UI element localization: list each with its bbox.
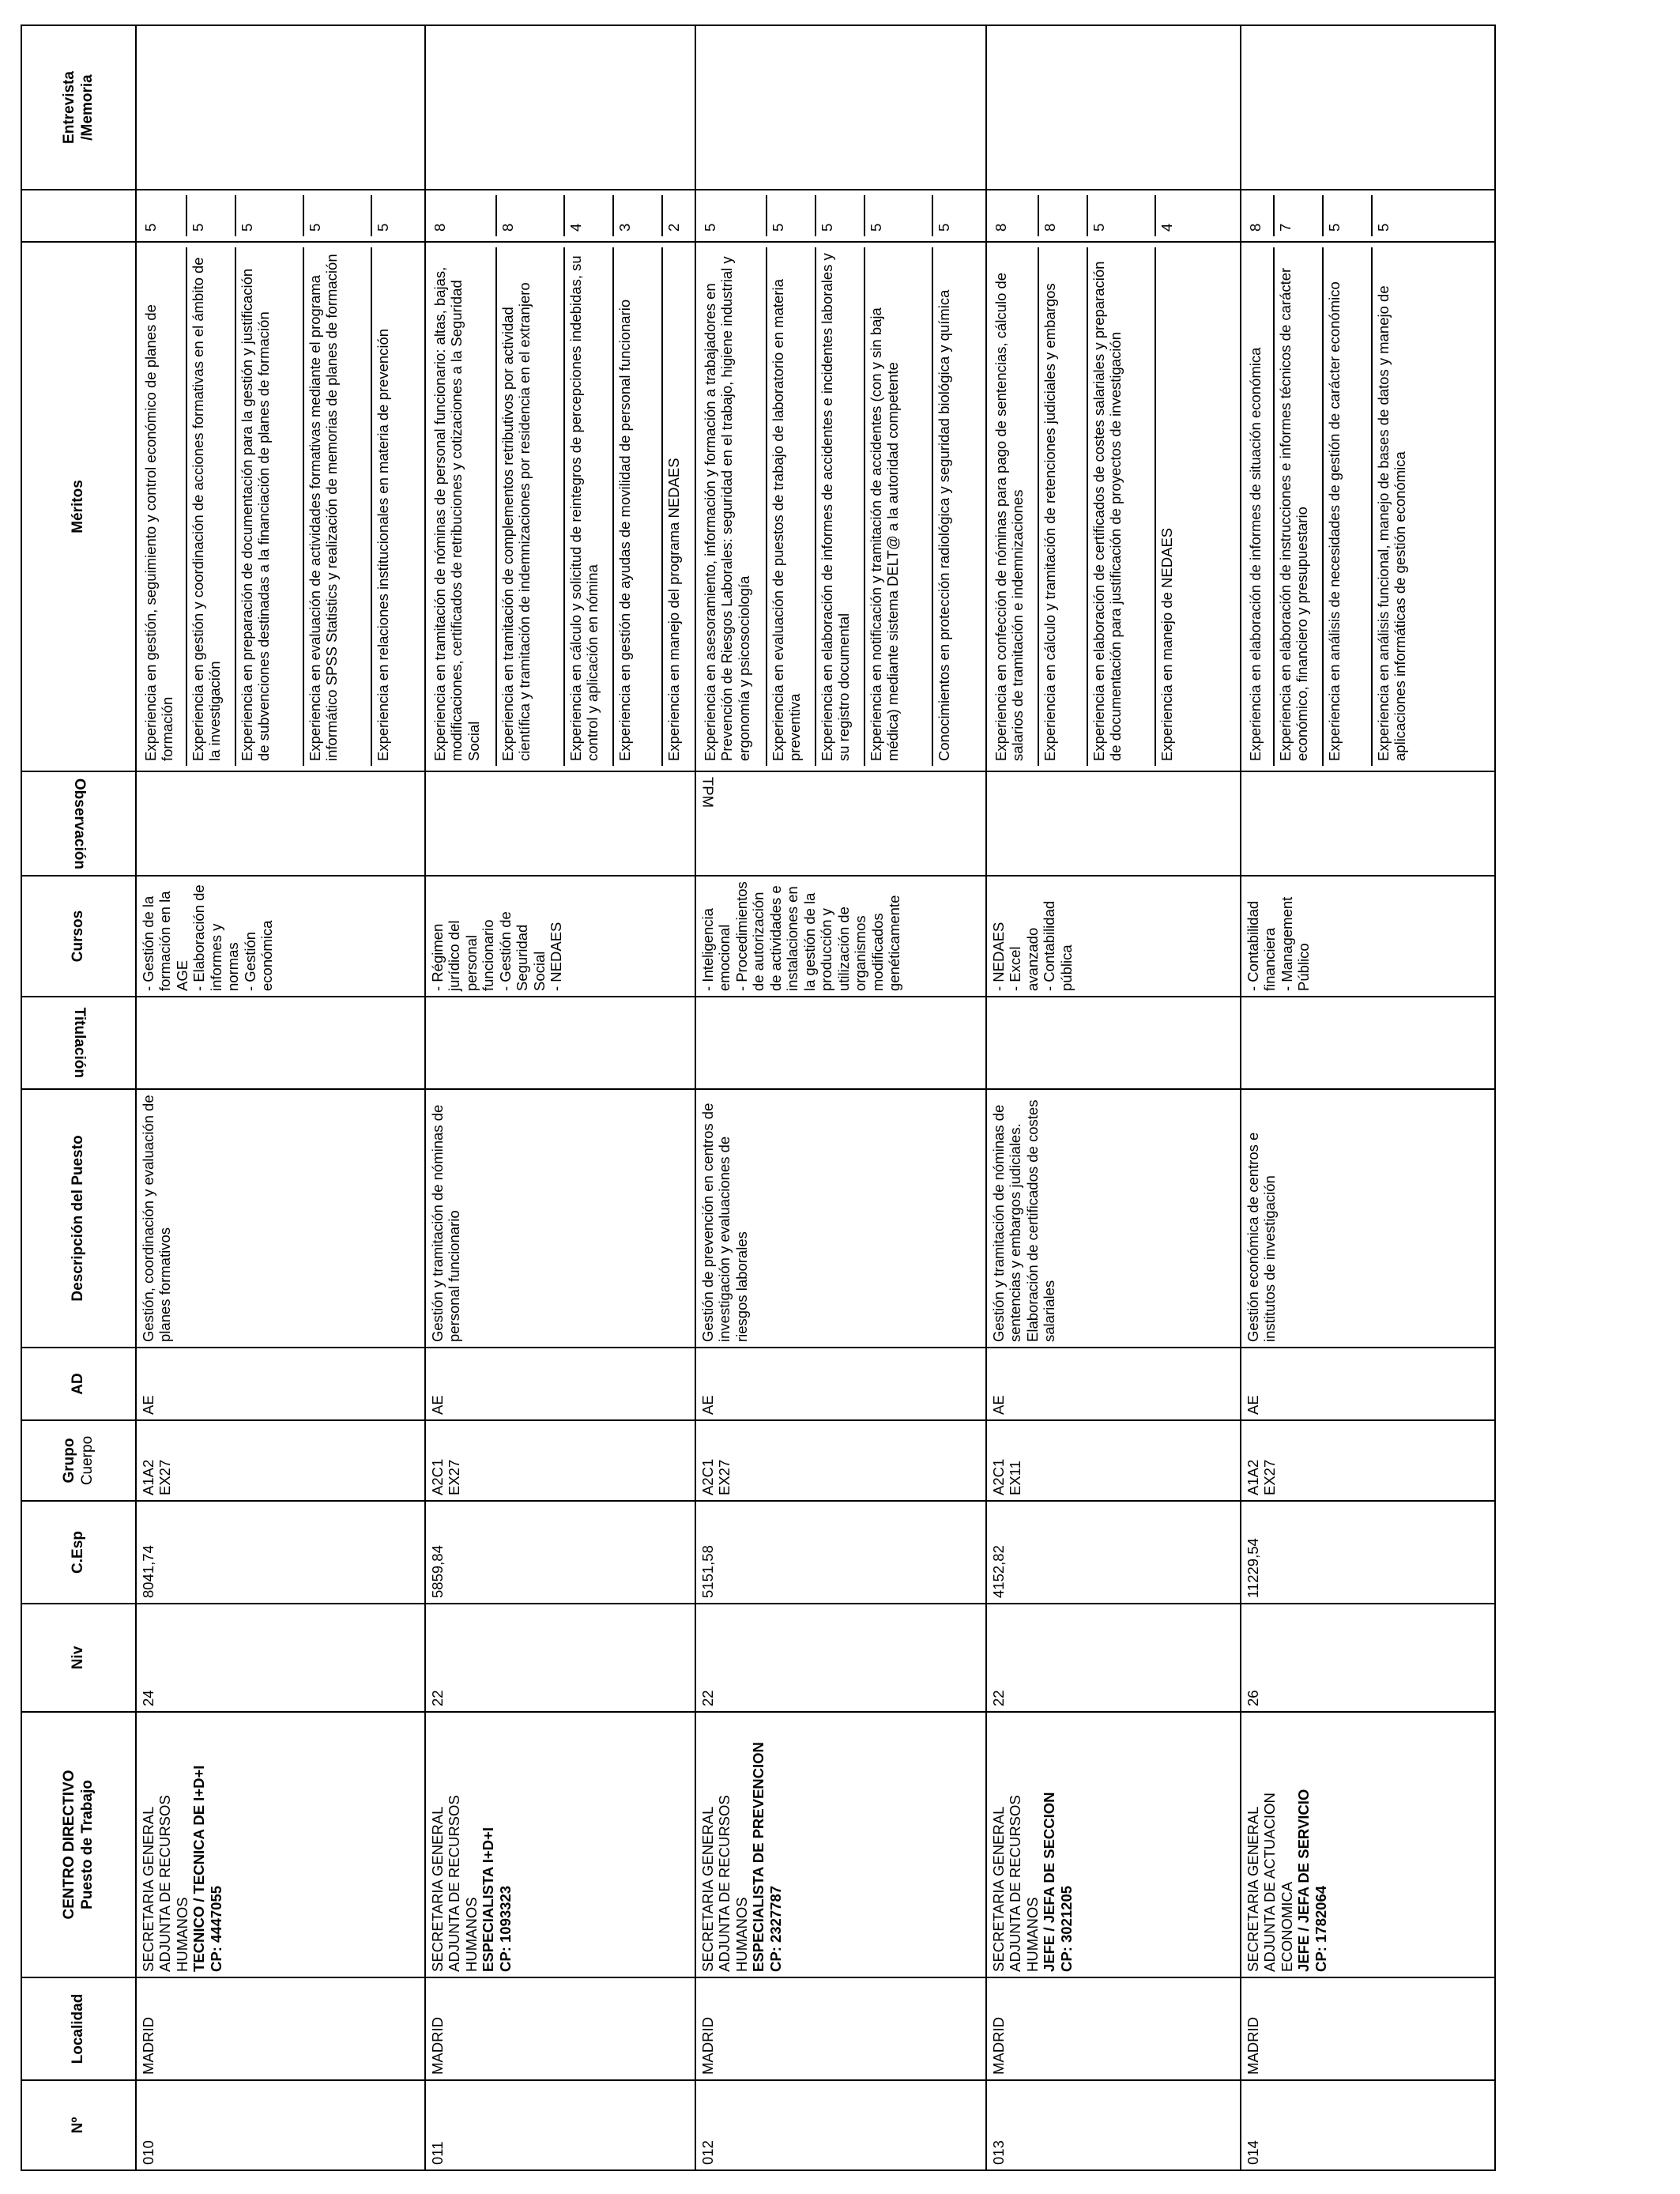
localidad-cell: [425, 1977, 695, 2080]
localidad-cell: [695, 1977, 986, 2080]
header-titulacion: [21, 997, 136, 1089]
cuerpo: EX27: [156, 1459, 174, 1495]
merito-puntuacion: 5: [936, 223, 952, 232]
grupo: A1A2: [140, 1459, 156, 1495]
ad-cell: [1241, 1348, 1495, 1420]
curso-item: - Elaboración de informes y normas: [190, 884, 242, 991]
header-row: [21, 25, 136, 2170]
codigo-puesto: CP: 2327787: [767, 1885, 784, 1972]
cesp-cell: [425, 1501, 695, 1604]
grupo: A2C1: [429, 1458, 446, 1495]
centro-directivo-line: HUMANOS: [1023, 1897, 1041, 1972]
merito-puntuacion: 5: [865, 195, 933, 236]
header-centro-line1: CENTRO DIRECTIVO: [60, 1770, 77, 1920]
merito-item: Experiencia en tramitación de nóminas de personal funcionario: altas, bajas, modificaciones, certificados de retribuciones y cotizaciones a la Seguridad Social: [429, 247, 497, 766]
merito-item: Experiencia en gestión de ayudas de movilidad de personal funcionario: [614, 247, 663, 766]
curso-item: - Management Público: [1278, 896, 1313, 991]
merito-puntuacion: 5: [1375, 223, 1392, 232]
header-titulacion-text: Titulación: [70, 1007, 88, 1079]
cursos-cell: [986, 876, 1241, 997]
cesp-cell: [695, 1501, 986, 1604]
table-row: [695, 25, 986, 2170]
entrevista-cell: [695, 25, 986, 190]
merito-puntuacion: 8: [429, 195, 497, 236]
localidad: MADRID: [699, 2017, 716, 2075]
merito-puntuacion: 4: [1158, 223, 1175, 232]
niv-cell: [986, 1604, 1241, 1712]
grupo-cell: [425, 1420, 695, 1501]
scores-cell: [425, 190, 695, 242]
adscripcion: AE: [990, 1395, 1007, 1415]
table-row: [136, 25, 425, 2170]
centro-directivo-line: SECRETARIA GENERAL: [699, 1806, 716, 1972]
centro-directivo-line: SECRETARIA GENERAL: [1245, 1806, 1261, 1972]
meritos-cell: [1241, 242, 1495, 771]
centro-cell: [695, 1712, 986, 1977]
centro-directivo-line: HUMANOS: [733, 1897, 750, 1972]
curso-item: - NEDAES: [548, 922, 565, 991]
grupo: A1A2: [1245, 1459, 1261, 1495]
entrevista-cell: [136, 25, 425, 190]
localidad: MADRID: [140, 2017, 156, 2075]
scores-cell: [136, 190, 425, 242]
header-observacion-text: Observación: [70, 778, 88, 869]
localidad: MADRID: [990, 2017, 1007, 2075]
cursos-cell: [136, 876, 425, 997]
nivel: 22: [990, 1690, 1007, 1706]
curso-item: - Excel avanzado: [1007, 927, 1041, 991]
merito-item: Experiencia en confección de nóminas para pago de sentencias, cálculo de salarios de tramitación e indemnizaciones: [990, 247, 1039, 766]
complemento-especifico: 11229,54: [1245, 1538, 1261, 1598]
meritos-cell: [986, 242, 1241, 771]
centro-directivo-line: SECRETARIA GENERAL: [429, 1806, 446, 1972]
codigo-puesto: CP: 3021205: [1057, 1885, 1075, 1972]
header-centro-line2: Puesto de Trabajo: [78, 1780, 96, 1909]
niv-cell: [136, 1604, 425, 1712]
merito-item: Experiencia en elaboración de informes de situación económica: [1245, 247, 1275, 766]
titulacion-cell: [695, 997, 986, 1089]
merito-puntuacion: 5: [304, 195, 372, 236]
merito-puntuacion: 8: [497, 195, 565, 236]
header-meritos: Méritos: [21, 242, 136, 771]
merito-item: Experiencia en gestión y coordinación de acciones formativas en el ámbito de la investigación: [187, 247, 236, 766]
cuerpo: EX27: [1261, 1459, 1279, 1495]
centro-directivo-line: SECRETARIA GENERAL: [990, 1806, 1007, 1972]
centro-cell: [425, 1712, 695, 1977]
localidad-cell: [1241, 1977, 1495, 2080]
centro-cell: [1241, 1712, 1495, 1977]
merito-item: Experiencia en gestión, seguimiento y control económico de planes de formación: [140, 247, 187, 766]
merito-puntuacion: 5: [816, 195, 865, 236]
header-niv: Niv: [21, 1604, 136, 1712]
grupo-cell: [986, 1420, 1241, 1501]
merito-puntuacion: 5: [699, 195, 767, 236]
merito-item: Experiencia en evaluación de actividades formativas mediante el programa informático SPSS Statistics y realización de memorias de planes de formación: [304, 247, 372, 766]
merito-item: Experiencia en notificación y tramitación de accidentes (con y sin baja médica) mediante sistema DELT@ a la autoridad competente: [865, 247, 933, 766]
row-number: 012: [699, 2140, 716, 2165]
descripcion-cell: [1241, 1089, 1495, 1348]
entrevista-cell: [425, 25, 695, 190]
puesto-trabajo: TECNICO / TECNICA DE I+D+I: [190, 1765, 208, 1972]
localidad: MADRID: [1245, 2017, 1261, 2075]
centro-directivo-line: ADJUNTA DE RECURSOS: [446, 1795, 463, 1972]
merito-puntuacion: 4: [565, 195, 614, 236]
adscripcion: AE: [699, 1395, 716, 1415]
centro-directivo-line: ADJUNTA DE RECURSOS: [716, 1795, 733, 1972]
centro-directivo-line: HUMANOS: [462, 1897, 480, 1972]
centro-directivo-line: ADJUNTA DE RECURSOS: [1007, 1795, 1024, 1972]
numero-cell: [986, 2080, 1241, 2170]
grupo: A2C1: [699, 1458, 716, 1495]
adscripcion: AE: [1245, 1395, 1261, 1415]
header-centro: [21, 1712, 136, 1977]
observacion-cell: [425, 771, 695, 876]
table-body: [136, 25, 1495, 2170]
codigo-puesto: CP: 4447055: [207, 1885, 224, 1972]
nivel: 26: [1245, 1690, 1261, 1706]
descripcion-puesto: Gestión, coordinación y evaluación de planes formativos: [140, 1095, 174, 1342]
observacion-cell: [695, 771, 986, 876]
centro-cell: [136, 1712, 425, 1977]
header-cuerpo-label: Cuerpo: [78, 1435, 96, 1486]
nivel: 22: [699, 1690, 716, 1706]
merito-item: Experiencia en manejo de NEDAES: [1158, 527, 1175, 761]
cesp-cell: [986, 1501, 1241, 1604]
grupo-cell: [695, 1420, 986, 1501]
merito-item: Experiencia en cálculo y tramitación de retenciones judiciales y embargos: [1039, 247, 1088, 766]
merito-item: Experiencia en tramitación de complementos retributivos por actividad científica y tramitación de indemnizaciones por residencia en el extranjero: [497, 247, 565, 766]
ad-cell: [986, 1348, 1241, 1420]
entrevista-cell: [1241, 25, 1495, 190]
merito-item: Experiencia en elaboración de instrucciones e informes técnicos de carácter económico, financiero y presupuestario: [1275, 247, 1324, 766]
merito-puntuacion: 8: [990, 195, 1039, 236]
cuerpo: EX11: [1007, 1461, 1024, 1495]
curso-item: - Gestión de la formación en la AGE: [140, 891, 190, 991]
scores-cell: [986, 190, 1241, 242]
titulacion-cell: [1241, 997, 1495, 1089]
titulacion-cell: [136, 997, 425, 1089]
header-scores: [21, 190, 136, 242]
curso-item: - Procedimientos de autorización de actividades e instalaciones en la gestión de la producción y utilización de organismos modificados genéticamente: [733, 881, 902, 991]
localidad-cell: [136, 1977, 425, 2080]
header-localidad: Localidad: [21, 1977, 136, 2080]
merito-puntuacion: 5: [1324, 195, 1373, 236]
header-cesp: C.Esp: [21, 1501, 136, 1604]
curso-item: - Gestión de Seguridad Social: [496, 911, 548, 991]
centro-directivo-line: HUMANOS: [173, 1897, 190, 1972]
cuerpo: EX27: [716, 1459, 733, 1495]
ad-cell: [425, 1348, 695, 1420]
table-row: [425, 25, 695, 2170]
header-descripcion: Descripción del Puesto: [21, 1089, 136, 1348]
complemento-especifico: 8041,74: [140, 1545, 156, 1598]
numero-cell: [695, 2080, 986, 2170]
merito-item: Experiencia en elaboración de informes de accidentes e incidentes laborales y su registro documental: [816, 247, 865, 766]
centro-directivo-line: ADJUNTA DE RECURSOS: [156, 1795, 174, 1972]
merito-puntuacion: 8: [1039, 195, 1088, 236]
numero-cell: [1241, 2080, 1495, 2170]
merito-puntuacion: 7: [1275, 195, 1324, 236]
cesp-cell: [136, 1501, 425, 1604]
centro-cell: [986, 1712, 1241, 1977]
grupo-cell: [136, 1420, 425, 1501]
adscripcion: AE: [140, 1395, 156, 1415]
header-grupo-label: Grupo: [60, 1438, 77, 1483]
cursos-cell: [695, 876, 986, 997]
merito-item: Experiencia en relaciones institucionales en materia de prevención: [375, 328, 391, 761]
localidad-cell: [986, 1977, 1241, 2080]
curso-item: - Contabilidad pública: [1041, 900, 1075, 991]
header-entrevista-line2: /Memoria: [78, 74, 96, 141]
merito-puntuacion: 5: [236, 195, 304, 236]
merito-item: Experiencia en evaluación de puestos de trabajo de laboratorio en materia preventiva: [767, 247, 816, 766]
curso-item: - Contabilidad financiera: [1245, 900, 1279, 991]
ad-cell: [695, 1348, 986, 1420]
descripcion-puesto: Gestión y tramitación de nóminas de sentencias y embargos judiciales. Elaboración de certificados de costes salariales: [990, 1099, 1058, 1342]
cesp-cell: [1241, 1501, 1495, 1604]
puesto-trabajo: ESPECIALISTA I+D+I: [480, 1827, 497, 1972]
descripcion-cell: [425, 1089, 695, 1348]
curso-item: - Inteligencia emocional: [699, 908, 733, 991]
nivel: 22: [429, 1690, 446, 1706]
niv-cell: [695, 1604, 986, 1712]
curso-item: - NEDAES: [990, 922, 1007, 991]
observacion-cell: [986, 771, 1241, 876]
header-grupo: [21, 1420, 136, 1501]
merito-item: Conocimientos en protección radiológica y seguridad biológica y química: [936, 289, 952, 761]
observacion-cell: [136, 771, 425, 876]
header-observacion: [21, 771, 136, 876]
complemento-especifico: 4152,82: [990, 1545, 1007, 1598]
niv-cell: [425, 1604, 695, 1712]
merito-item: Experiencia en preparación de documentación para la gestión y justificación de subvenciones destinadas a la financiación de planes de formación: [236, 247, 304, 766]
meritos-cell: [695, 242, 986, 771]
descripcion-puesto: Gestión de prevención en centros de investigación y evaluaciones de riesgos laborales: [699, 1103, 750, 1342]
merito-item: Experiencia en análisis de necesidades de gestión de carácter económico: [1324, 247, 1373, 766]
ad-cell: [136, 1348, 425, 1420]
nivel: 24: [140, 1690, 156, 1706]
merito-puntuacion: 3: [614, 195, 663, 236]
codigo-puesto: CP: 1093323: [496, 1885, 514, 1972]
row-number: 010: [140, 2140, 156, 2165]
table-row: [1241, 25, 1495, 2170]
row-number: 011: [429, 2141, 446, 2165]
cursos-cell: [1241, 876, 1495, 997]
centro-directivo-line: SECRETARIA GENERAL: [140, 1806, 156, 1972]
merito-puntuacion: 8: [1245, 195, 1275, 236]
header-entrevista: [21, 25, 136, 190]
meritos-cell: [136, 242, 425, 771]
scores-cell: [695, 190, 986, 242]
titulacion-cell: [986, 997, 1241, 1089]
descripcion-cell: [695, 1089, 986, 1348]
merito-item: Experiencia en análisis funcional, manejo de bases de datos y manejo de aplicaciones informáticas de gestión económica: [1375, 285, 1409, 761]
row-number: 014: [1245, 2140, 1261, 2165]
scores-cell: [1241, 190, 1495, 242]
puesto-trabajo: JEFE / JEFA DE SECCION: [1041, 1792, 1058, 1972]
header-cursos: Cursos: [21, 876, 136, 997]
centro-directivo-line: ADJUNTA DE ACTUACION: [1261, 1793, 1279, 1972]
header-entrevista-line1: Entrevista: [60, 71, 77, 144]
puesto-trabajo: ESPECIALISTA DE PREVENCION: [750, 1742, 767, 1972]
grupo: A2C1: [990, 1458, 1007, 1495]
puesto-trabajo: JEFE / JEFA DE SERVICIO: [1295, 1789, 1313, 1972]
observacion: TPM: [699, 777, 717, 809]
merito-puntuacion: 5: [375, 223, 391, 232]
entrevista-cell: [986, 25, 1241, 190]
merito-item: Experiencia en cálculo y solicitud de reintegros de percepciones indebidas, su control y aplicación en nómina: [565, 247, 614, 766]
complemento-especifico: 5151,58: [699, 1545, 716, 1598]
table-row: [986, 25, 1241, 2170]
curso-item: - Régimen jurídico del personal funcionario: [429, 919, 497, 991]
meritos-cell: [425, 242, 695, 771]
merito-puntuacion: 5: [187, 195, 236, 236]
grupo-cell: [1241, 1420, 1495, 1501]
header-numero: Nº: [21, 2080, 136, 2170]
merito-puntuacion: 5: [767, 195, 816, 236]
merito-puntuacion: 5: [1088, 195, 1156, 236]
descripcion-cell: [136, 1089, 425, 1348]
cuerpo: EX27: [446, 1459, 463, 1495]
header-ad: AD: [21, 1348, 136, 1420]
descripcion-puesto: Gestión económica de centros e institutos de investigación: [1245, 1132, 1279, 1342]
titulacion-cell: [425, 997, 695, 1089]
cursos-cell: [425, 876, 695, 997]
positions-table: [21, 25, 1496, 2171]
complemento-especifico: 5859,84: [429, 1545, 446, 1598]
observacion-cell: [1241, 771, 1495, 876]
merito-puntuacion: 2: [665, 223, 682, 232]
merito-puntuacion: 5: [140, 195, 187, 236]
merito-item: Experiencia en elaboración de certificados de costes salariales y preparación de documentación para justificación de proyectos de investigación: [1088, 247, 1156, 766]
codigo-puesto: CP: 1782064: [1312, 1885, 1329, 1972]
numero-cell: [136, 2080, 425, 2170]
curso-item: - Gestión económica: [241, 920, 276, 991]
descripcion-puesto: Gestión y tramitación de nóminas de personal funcionario: [429, 1104, 463, 1342]
adscripcion: AE: [429, 1395, 446, 1415]
merito-item: Experiencia en manejo del programa NEDAES: [665, 458, 682, 761]
row-number: 013: [990, 2140, 1007, 2165]
niv-cell: [1241, 1604, 1495, 1712]
descripcion-cell: [986, 1089, 1241, 1348]
localidad: MADRID: [429, 2017, 446, 2075]
numero-cell: [425, 2080, 695, 2170]
merito-item: Experiencia en asesoramiento, información y formación a trabajadores en Prevención de Riesgos Laborales: seguridad en el trabajo, higiene industrial y ergonomía y psicosociología: [699, 247, 767, 766]
centro-directivo-line: ECONOMICA: [1278, 1881, 1295, 1972]
